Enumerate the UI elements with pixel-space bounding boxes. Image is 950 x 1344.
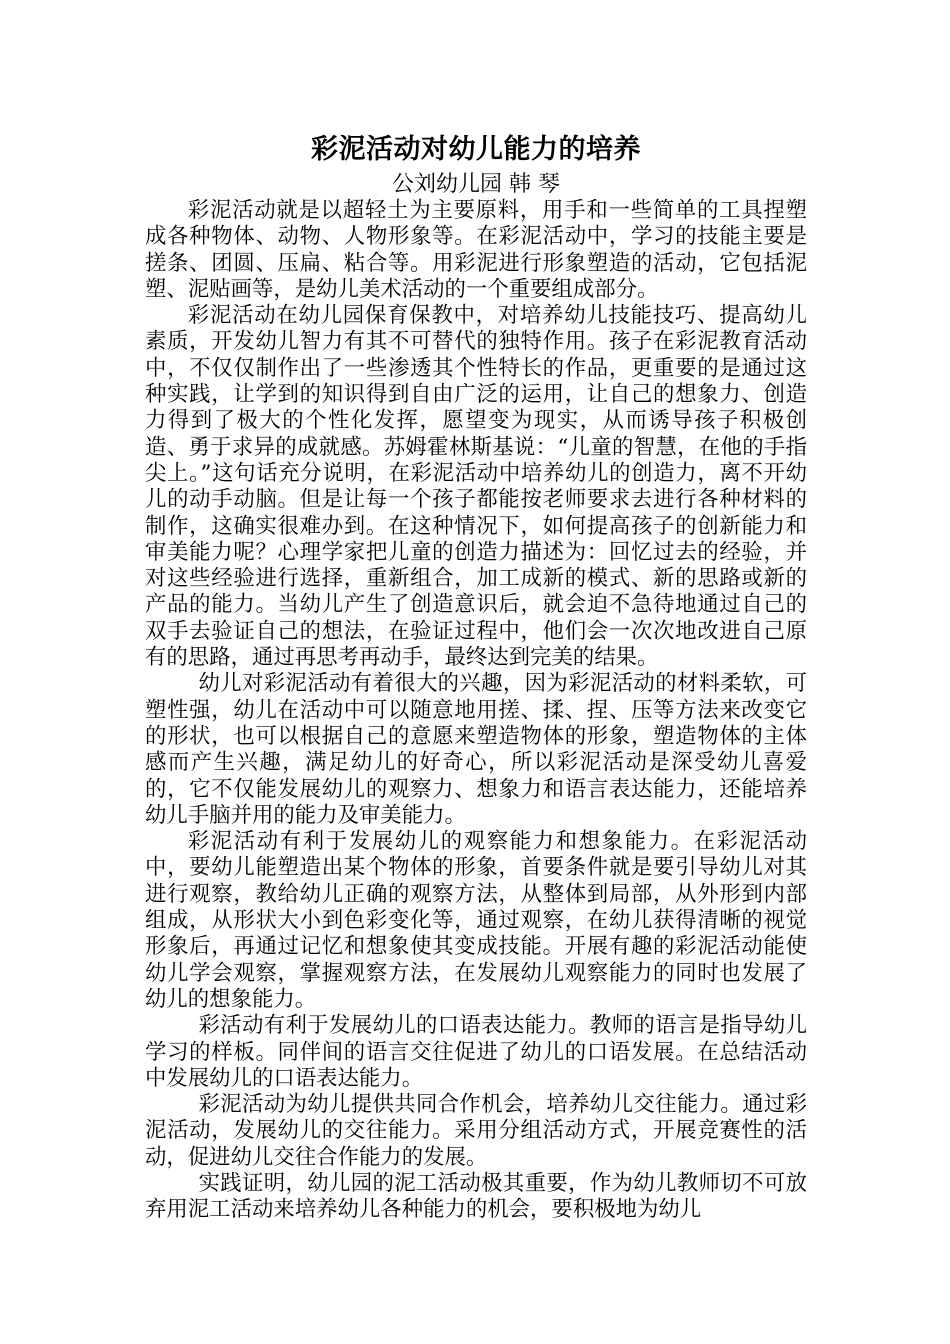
- paragraph-language: 彩活动有利于发展幼儿的口语表达能力。教师的语言是指导幼儿学习的样板。同伴间的语言交往促进了幼儿的口语发展。在总结活动中发展幼儿的口语表达能力。: [145, 1013, 807, 1091]
- document-author: 公刘幼儿园 韩 琴: [392, 172, 560, 197]
- document-page: [145, 132, 807, 1224]
- paragraph-interest: 幼儿对彩泥活动有着很大的兴趣，因为彩泥活动的材料柔软，可塑性强，幼儿在活动中可以随意地用搓、揉、捏、压等方法来改变它的形状，也可以根据自己的意愿来塑造物体的形象，塑造物体的主体感而产生兴趣，满足幼儿的好奇心，所以彩泥活动是深受幼儿喜爱的，它不仅能发展幼儿的观察力、想象力和语言表达能力，还能培养幼儿手脑并用的能力及审美能力。: [145, 671, 807, 828]
- paragraph-conclusion: 实践证明，幼儿园的泥工活动极其重要，作为幼儿教师切不可放弃用泥工活动来培养幼儿各种能力的机会，要积极地为幼儿: [145, 1170, 807, 1223]
- paragraph-creativity: 彩泥活动在幼儿园保育保教中，对培养幼儿技能技巧、提高幼儿素质，开发幼儿智力有其不可替代的独特作用。孩子在彩泥教育活动中，不仅仅制作出了一些渗透其个性特长的作品，更重要的是通过这种实践，让学到的知识得到自由广泛的运用，让自己的想象力、创造力得到了极大的个性化发挥，愿望变为现实，从而诱导孩子积极创造、勇于求异的成就感。苏姆霍林斯基说：“儿童的智慧，在他的手指尖上。”这句话充分说明，在彩泥活动中培养幼儿的创造力，离不开幼儿的动手动脑。但是让每一个孩子都能按老师要求去进行各种材料的制作，这确实很难办到。在这种情况下，如何提高孩子的创新能力和审美能力呢？心理学家把儿童的创造力描述为：回忆过去的经验，并对这些经验进行选择，重新组合，加工成新的模式、新的思路或新的产品的能力。当幼儿产生了创造意识后，就会迫不急待地通过自己的双手去验证自己的想法，在验证过程中，他们会一次次地改进自己原有的思路，通过再思考再动手，最终达到完美的结果。: [145, 303, 807, 671]
- paragraph-cooperation: 彩泥活动为幼儿提供共同合作机会，培养幼儿交往能力。通过彩泥活动，发展幼儿的交往能力。采用分组活动方式，开展竞赛性的活动，促进幼儿交往合作能力的发展。: [145, 1092, 807, 1170]
- paragraph-intro: 彩泥活动就是以超轻土为主要原料，用手和一些简单的工具捏塑成各种物体、动物、人物形象等。在彩泥活动中，学习的技能主要是搓条、团圆、压扁、粘合等。用彩泥进行形象塑造的活动，它包括泥塑、泥贴画等，是幼儿美术活动的一个重要组成部分。: [145, 198, 807, 302]
- paragraph-observation: 彩泥活动有利于发展幼儿的观察能力和想象能力。在彩泥活动中，要幼儿能塑造出某个物体的形象，首要条件就是要引导幼儿对其进行观察，教给幼儿正确的观察方法，从整体到局部，从外形到内部组成，从形状大小到色彩变化等，通过观察，在幼儿获得清晰的视觉形象后，再通过记忆和想象使其变成技能。开展有趣的彩泥活动能使幼儿学会观察，掌握观察方法，在发展幼儿观察能力的同时也发展了幼儿的想象能力。: [145, 829, 807, 1012]
- document-title: 彩泥活动对幼儿能力的培养: [311, 134, 641, 165]
